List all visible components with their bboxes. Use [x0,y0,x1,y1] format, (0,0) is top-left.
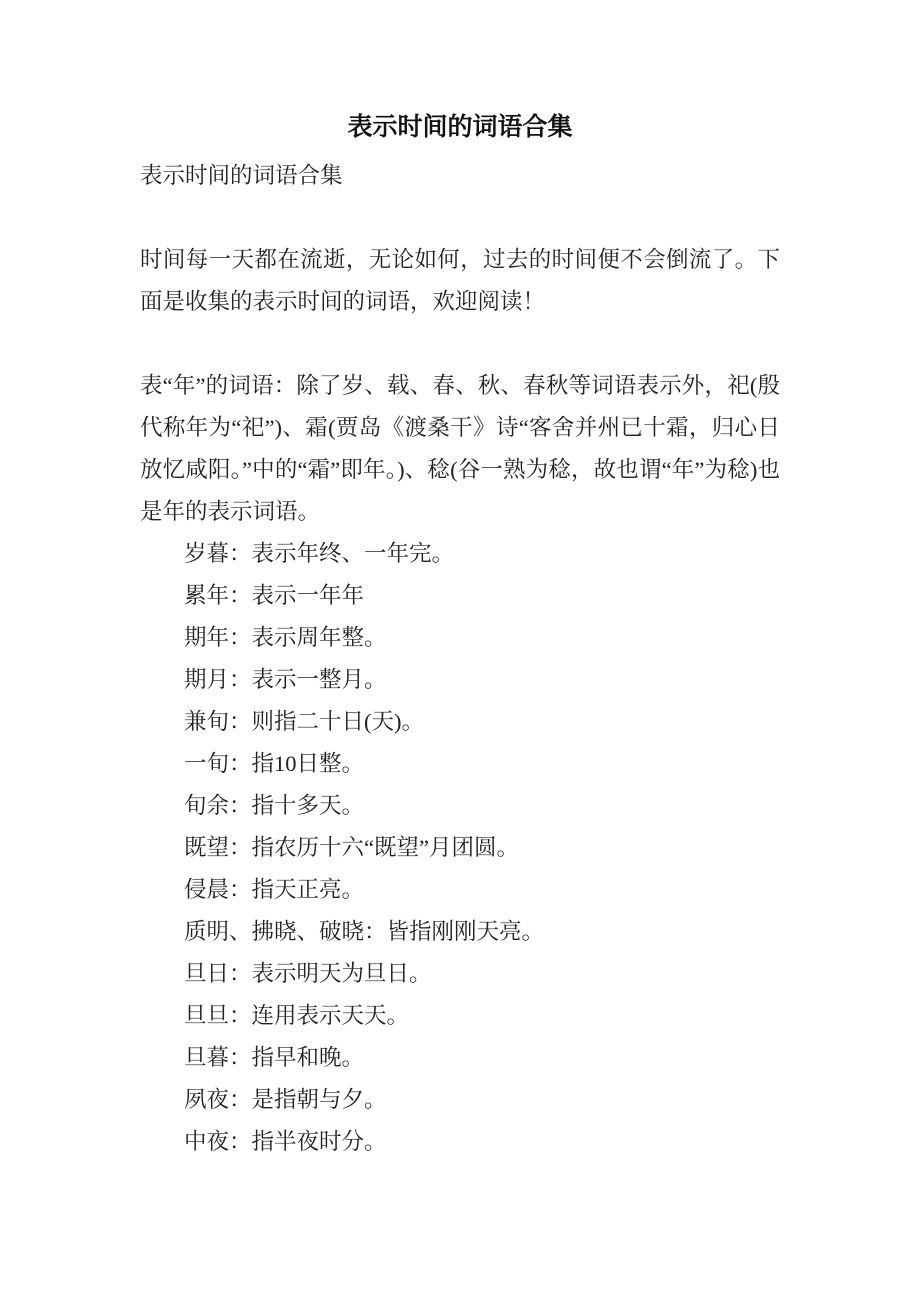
year-words-paragraph: 表“年”的词语：除了岁、载、春、秋、春秋等词语表示外，祀(殷代称年为“祀”)、霜(贾岛《渡桑干》诗“客舍并州已十霜，归心日放忆咸阳。”中的“霜”即年。)、稔(谷一熟为稔，故也谓“年”为稔)也是年的表示词语。 [140,373,780,524]
time-word-entry: 一旬：指10日整。 [184,751,365,776]
document-subtitle: 表示时间的词语合集 [140,163,343,188]
time-word-list [140,533,780,1163]
time-word-entry: 累年：表示一年年 [184,583,365,608]
time-word-entry: 旦暮：指早和晚。 [184,1045,365,1070]
time-word-entry: 夙夜：是指朝与夕。 [184,1087,387,1112]
time-word-entry: 中夜：指半夜时分。 [184,1129,387,1154]
intro-paragraph: 时间每一天都在流逝，无论如何，过去的时间便不会倒流了。下面是收集的表示时间的词语，欢迎阅读！ [140,247,780,314]
time-word-entry: 侵晨：指天正亮。 [184,877,365,902]
document-title: 表示时间的词语合集 [347,114,573,141]
time-word-entry: 岁暮：表示年终、一年完。 [184,541,455,566]
time-word-entry: 旬余：指十多天。 [184,793,365,818]
time-word-entry: 质明、拂晓、破晓：皆指刚刚天亮。 [184,919,545,944]
time-word-entry: 期月：表示一整月。 [184,667,387,692]
time-word-entry: 期年：表示周年整。 [184,625,387,650]
time-word-entry: 旦日：表示明天为旦日。 [184,961,432,986]
time-word-entry: 既望：指农历十六“既望”月团圆。 [184,835,519,860]
time-word-entry: 旦旦：连用表示天天。 [184,1003,410,1028]
time-word-entry: 兼旬：则指二十日(天)。 [184,709,424,734]
